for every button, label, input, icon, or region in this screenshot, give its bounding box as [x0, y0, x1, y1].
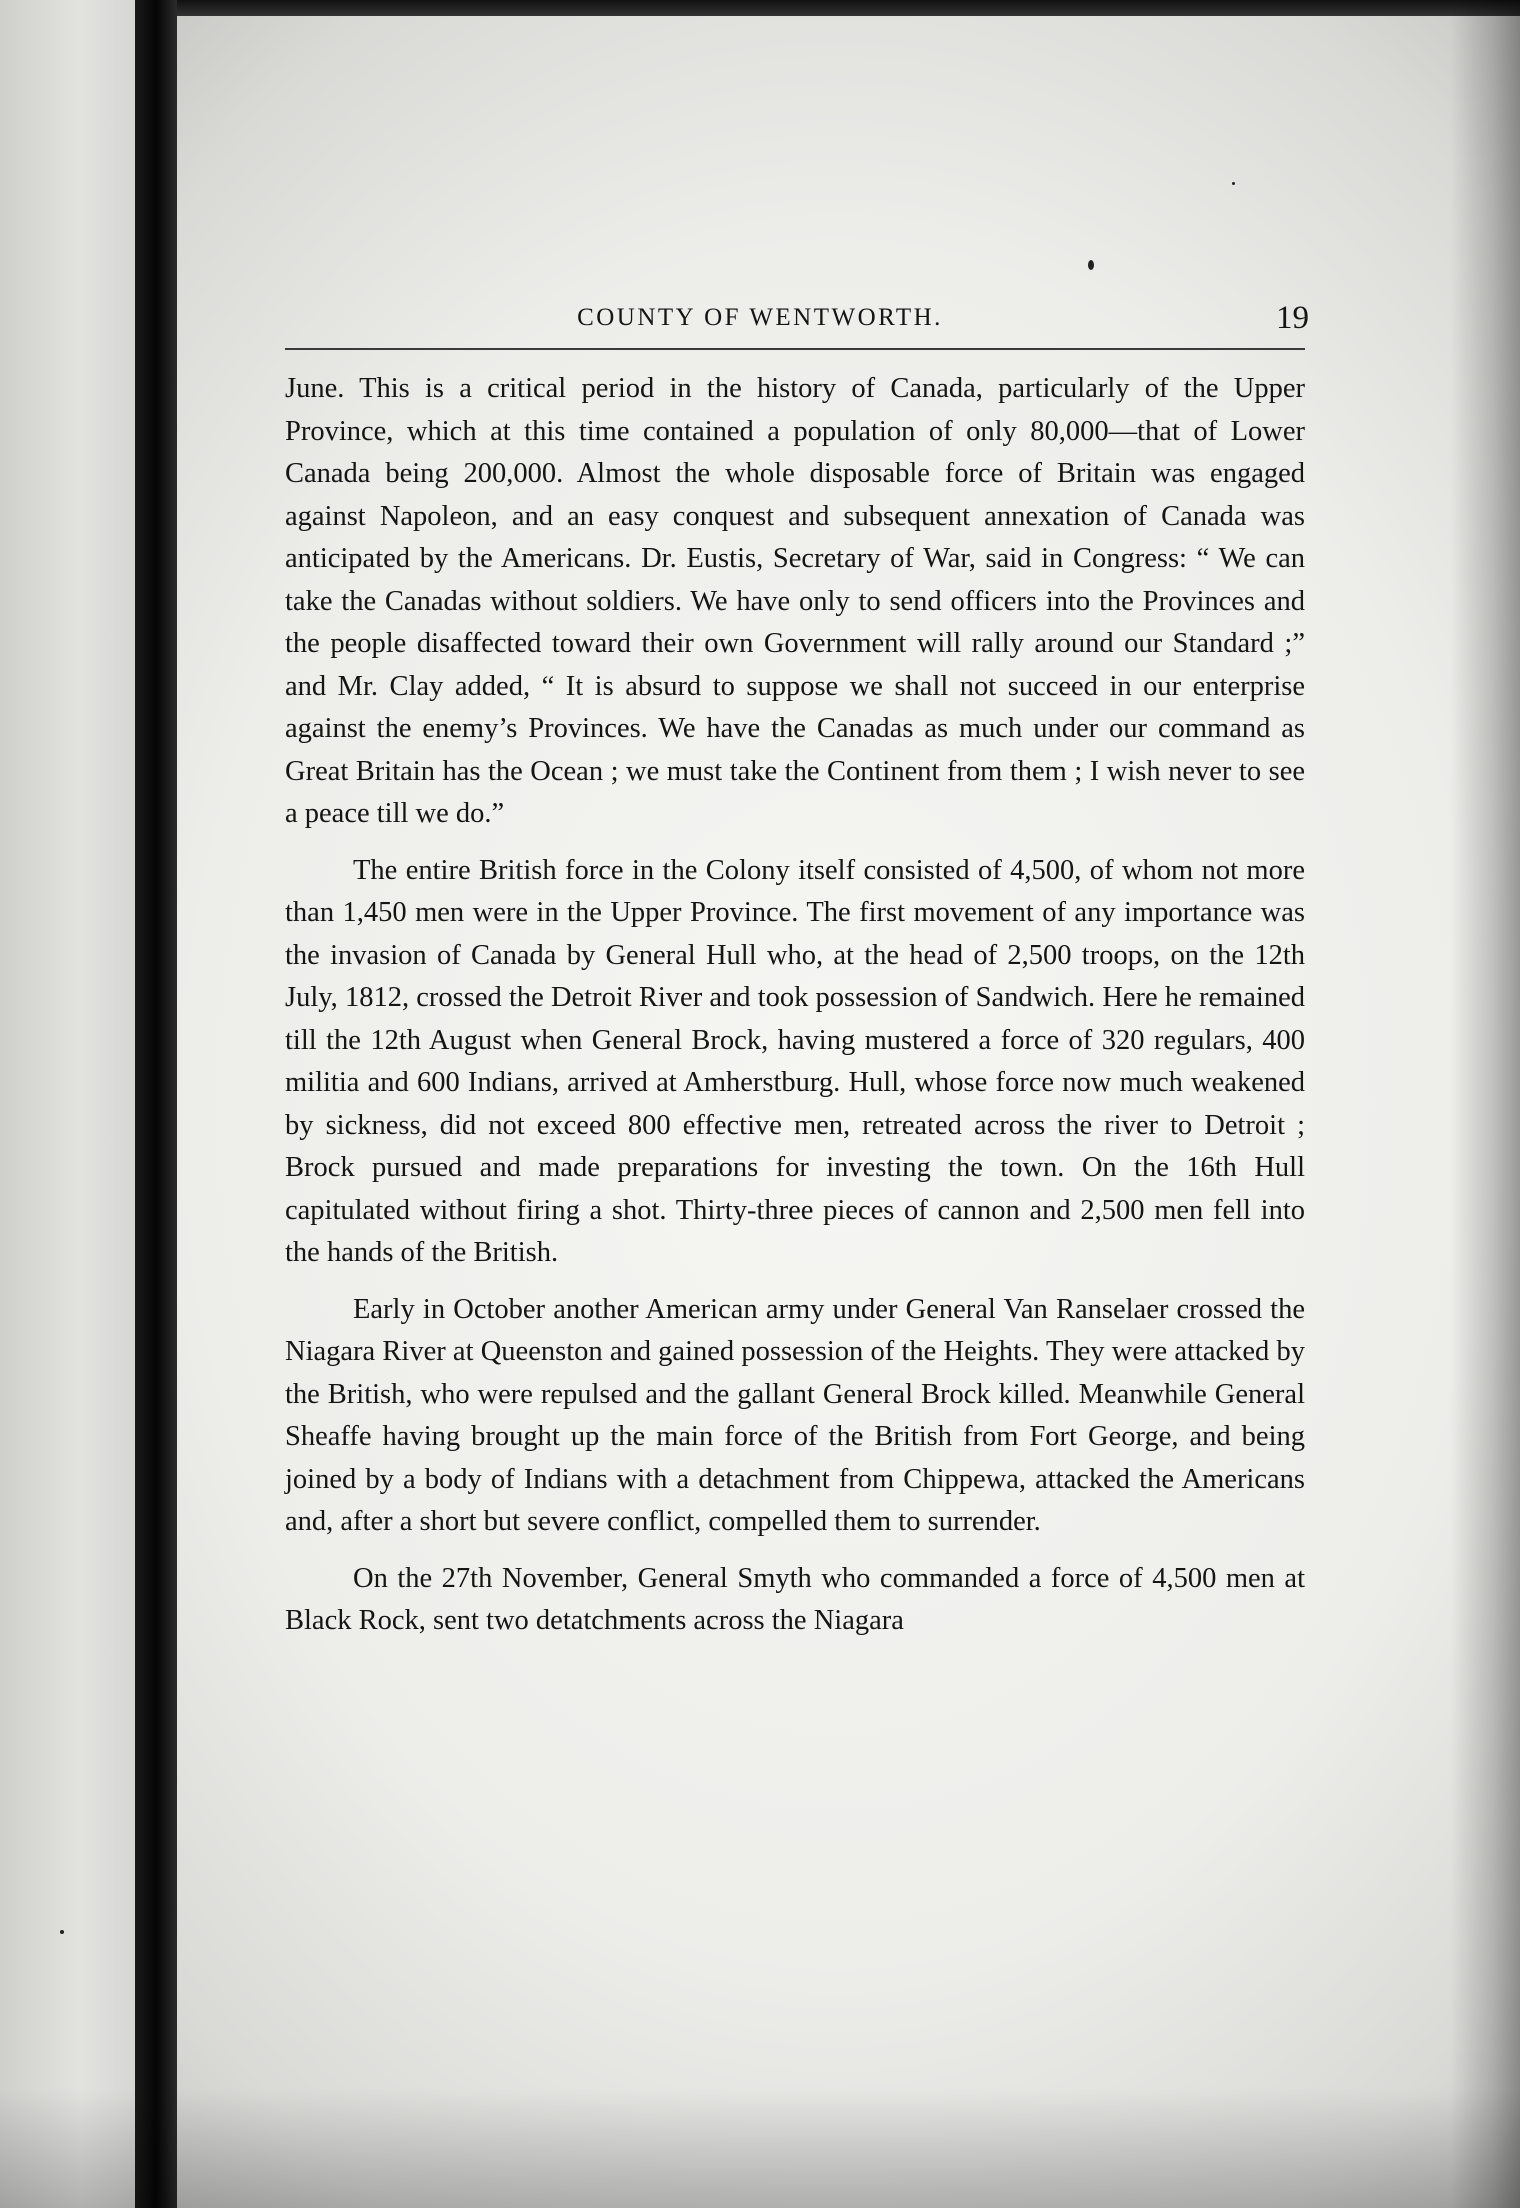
- book-page: [285, 300, 1309, 1657]
- paragraph-4: On the 27th November, General Smyth who commanded a force of 4,500 men at Black Rock, sent two detatchments across the Niagara: [285, 1562, 1305, 1636]
- binding-spine-shadow: [135, 0, 177, 2208]
- ink-speck: [1088, 260, 1094, 270]
- ink-speck: [1232, 182, 1235, 185]
- body-text: [285, 368, 1305, 1643]
- paragraph-3: Early in October another American army under General Van Ranselaer crossed the Niagara River at Queenston and gained possession of the Heights. They were attacked by the British, who were repulsed and the gallant General Brock killed. Meanwhile General Sheaffe having brought up the main force of the British from Fort George, and being joined by a body of Indians with a detachment from Chippewa, attacked the Americans and, after a short but severe conflict, compelled them to surrender.: [285, 1293, 1305, 1537]
- running-head: [285, 300, 1309, 350]
- ink-speck: [60, 1930, 64, 1934]
- facing-page-margin: [0, 0, 135, 2208]
- bottom-edge-shadow: [0, 2088, 1520, 2208]
- paragraph-2: The entire British force in the Colony itself consisted of 4,500, of whom not more than 1,450 men were in the Upper Province. The first movement of any importance was the invasion of Canada by General Hull who, at the head of 2,500 troops, on the 12th July, 1812, crossed the Detroit River and took possession of Sandwich. Here he remained till the 12th August when General Brock, having mustered a force of 320 regulars, 400 militia and 600 Indians, arrived at Amherstburg. Hull, whose force now much weakened by sickness, did not exceed 800 effective men, retreated across the river to Detroit ; Brock pursued and made preparations for investing the town. On the 16th Hull capitulated without firing a shot. Thirty-three pieces of cannon and 2,500 men fell into the hands of the British.: [285, 854, 1305, 1268]
- paragraph-1: June. This is a critical period in the history of Canada, particularly of the Upper Province, which at this time contained a population of only 80,000—that of Lower Canada being 200,000. Almost the whole disposable force of Britain was engaged against Napoleon, and an easy conquest and subsequent annexation of Canada was anticipated by the Americans. Dr. Eustis, Secretary of War, said in Congress: “ We can take the Canadas without soldiers. We have only to send officers into the Provinces and the people disaffected toward their own Government will rally around our Standard ;” and Mr. Clay added, “ It is absurd to suppose we shall not succeed in our enterprise against the enemy’s Provinces. We have the Canadas as much under our command as Great Britain has the Ocean ; we must take the Continent from them ; I wish never to see a peace till we do.”: [285, 373, 1305, 829]
- scan-top-edge: [0, 0, 1520, 16]
- running-title: COUNTY OF WENTWORTH.: [577, 304, 943, 331]
- page-number: 19: [1276, 300, 1309, 336]
- right-edge-shadow: [1450, 0, 1520, 2208]
